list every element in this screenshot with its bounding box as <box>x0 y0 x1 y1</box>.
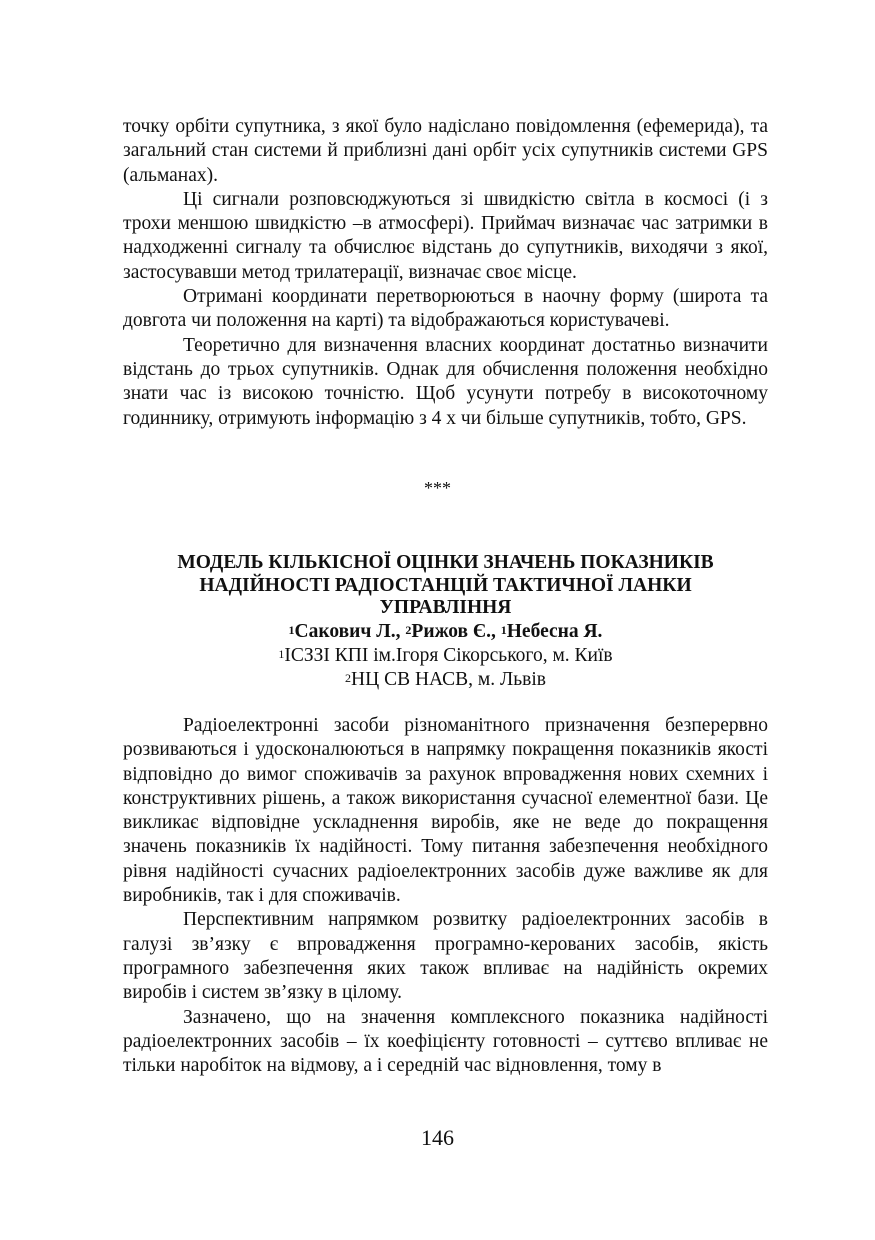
paragraph: Ці сигнали розповсюджуються зі швидкістю світла в космосі (і з трохи меншою швидкістю –в атмосфері). Приймач визначає час затримки в надходженні сигналу та обчислює відстань до супутників, виходячи з якої, застосувавши метод трилатерації, визначає своє місце. <box>123 188 768 283</box>
author-name: Небесна Я. <box>506 620 603 642</box>
paragraph: Отримані координати перетворюються в наочну форму (широта та довгота чи положення на карті) та відображаються користувачеві. <box>123 286 768 332</box>
previous-article-ending <box>123 115 768 431</box>
paragraph: Зазначено, що на значення комплексного показника надійності радіоелектронних засобів – їх коефіцієнту готовності – суттєво впливає не тільки наробіток на відмову, а і середній час відновлення, тому в <box>123 1006 768 1077</box>
affiliation-text: ІСЗЗІ КПІ ім.Ігоря Сікорського, м. Київ <box>284 644 613 666</box>
affiliation <box>123 668 768 692</box>
affiliation-mark: 1 <box>278 646 285 661</box>
author-name: Сакович Л. <box>294 620 396 642</box>
title-line: УПРАВЛІННЯ <box>379 597 512 618</box>
author-separator: , <box>491 620 501 642</box>
paragraph: Радіоелектронні засоби різноманітного призначення безперервно розвиваються і удосконалюються в напрямку покращення показників якості відповідно до вимог споживачів за рахунок впровадження нових схемних і конструктивних рішень, а також використання сучасної елементної бази. Це викликає відповідне ускладнення виробів, яке не веде до покращення значень показників їх надійності. Тому питання забезпечення необхідного рівня надійності сучасних радіоелектронних засобів дуже важливе як для виробників, так і для споживачів. <box>123 715 768 907</box>
paragraph: Теоретично для визначення власних координат достатньо визначити відстань до трьох супутників. Однак для обчислення положення необхідно знати час із високою точністю. Щоб усунути потребу в високоточному годиннику, отримують інформацію з 4 х чи більше супутників, тобто, GPS. <box>123 334 768 429</box>
author-affiliation-mark: 1 <box>288 622 295 637</box>
article-body <box>123 714 768 1078</box>
author-affiliation-mark: 1 <box>500 622 507 637</box>
article-header <box>123 552 768 692</box>
title-line: НАДІЙНОСТІ РАДІОСТАНЦІЙ ТАКТИЧНОЇ ЛАНКИ <box>199 574 692 596</box>
section-separator: *** <box>424 478 451 498</box>
title-line: МОДЕЛЬ КІЛЬКІСНОЇ ОЦІНКИ ЗНАЧЕНЬ ПОКАЗНИКІВ <box>177 552 714 573</box>
article-title <box>123 552 768 620</box>
page-number: 146 <box>421 1125 454 1150</box>
paragraph: точку орбіти супутника, з якої було надіслано повідомлення (ефемерида), та загальний стан системи й приблизні дані орбіт усіх супутників системи GPS (альманах). <box>123 116 768 186</box>
author-name: Рижов Є. <box>411 620 491 642</box>
author-affiliation-mark: 2 <box>405 622 412 637</box>
author-list <box>123 620 768 644</box>
paragraph: Перспективним напрямком розвитку радіоелектронних засобів в галузі зв’язку є впровадження програмно-керованих засобів, якість програмного забезпечення яких також впливає на надійність окремих виробів і систем зв’язку в цілому. <box>123 909 768 1004</box>
affiliation-text: НЦ СВ НАСВ, м. Львів <box>351 668 546 690</box>
affiliation-mark: 2 <box>345 670 352 685</box>
author-separator: , <box>395 620 406 642</box>
affiliation <box>123 644 768 668</box>
